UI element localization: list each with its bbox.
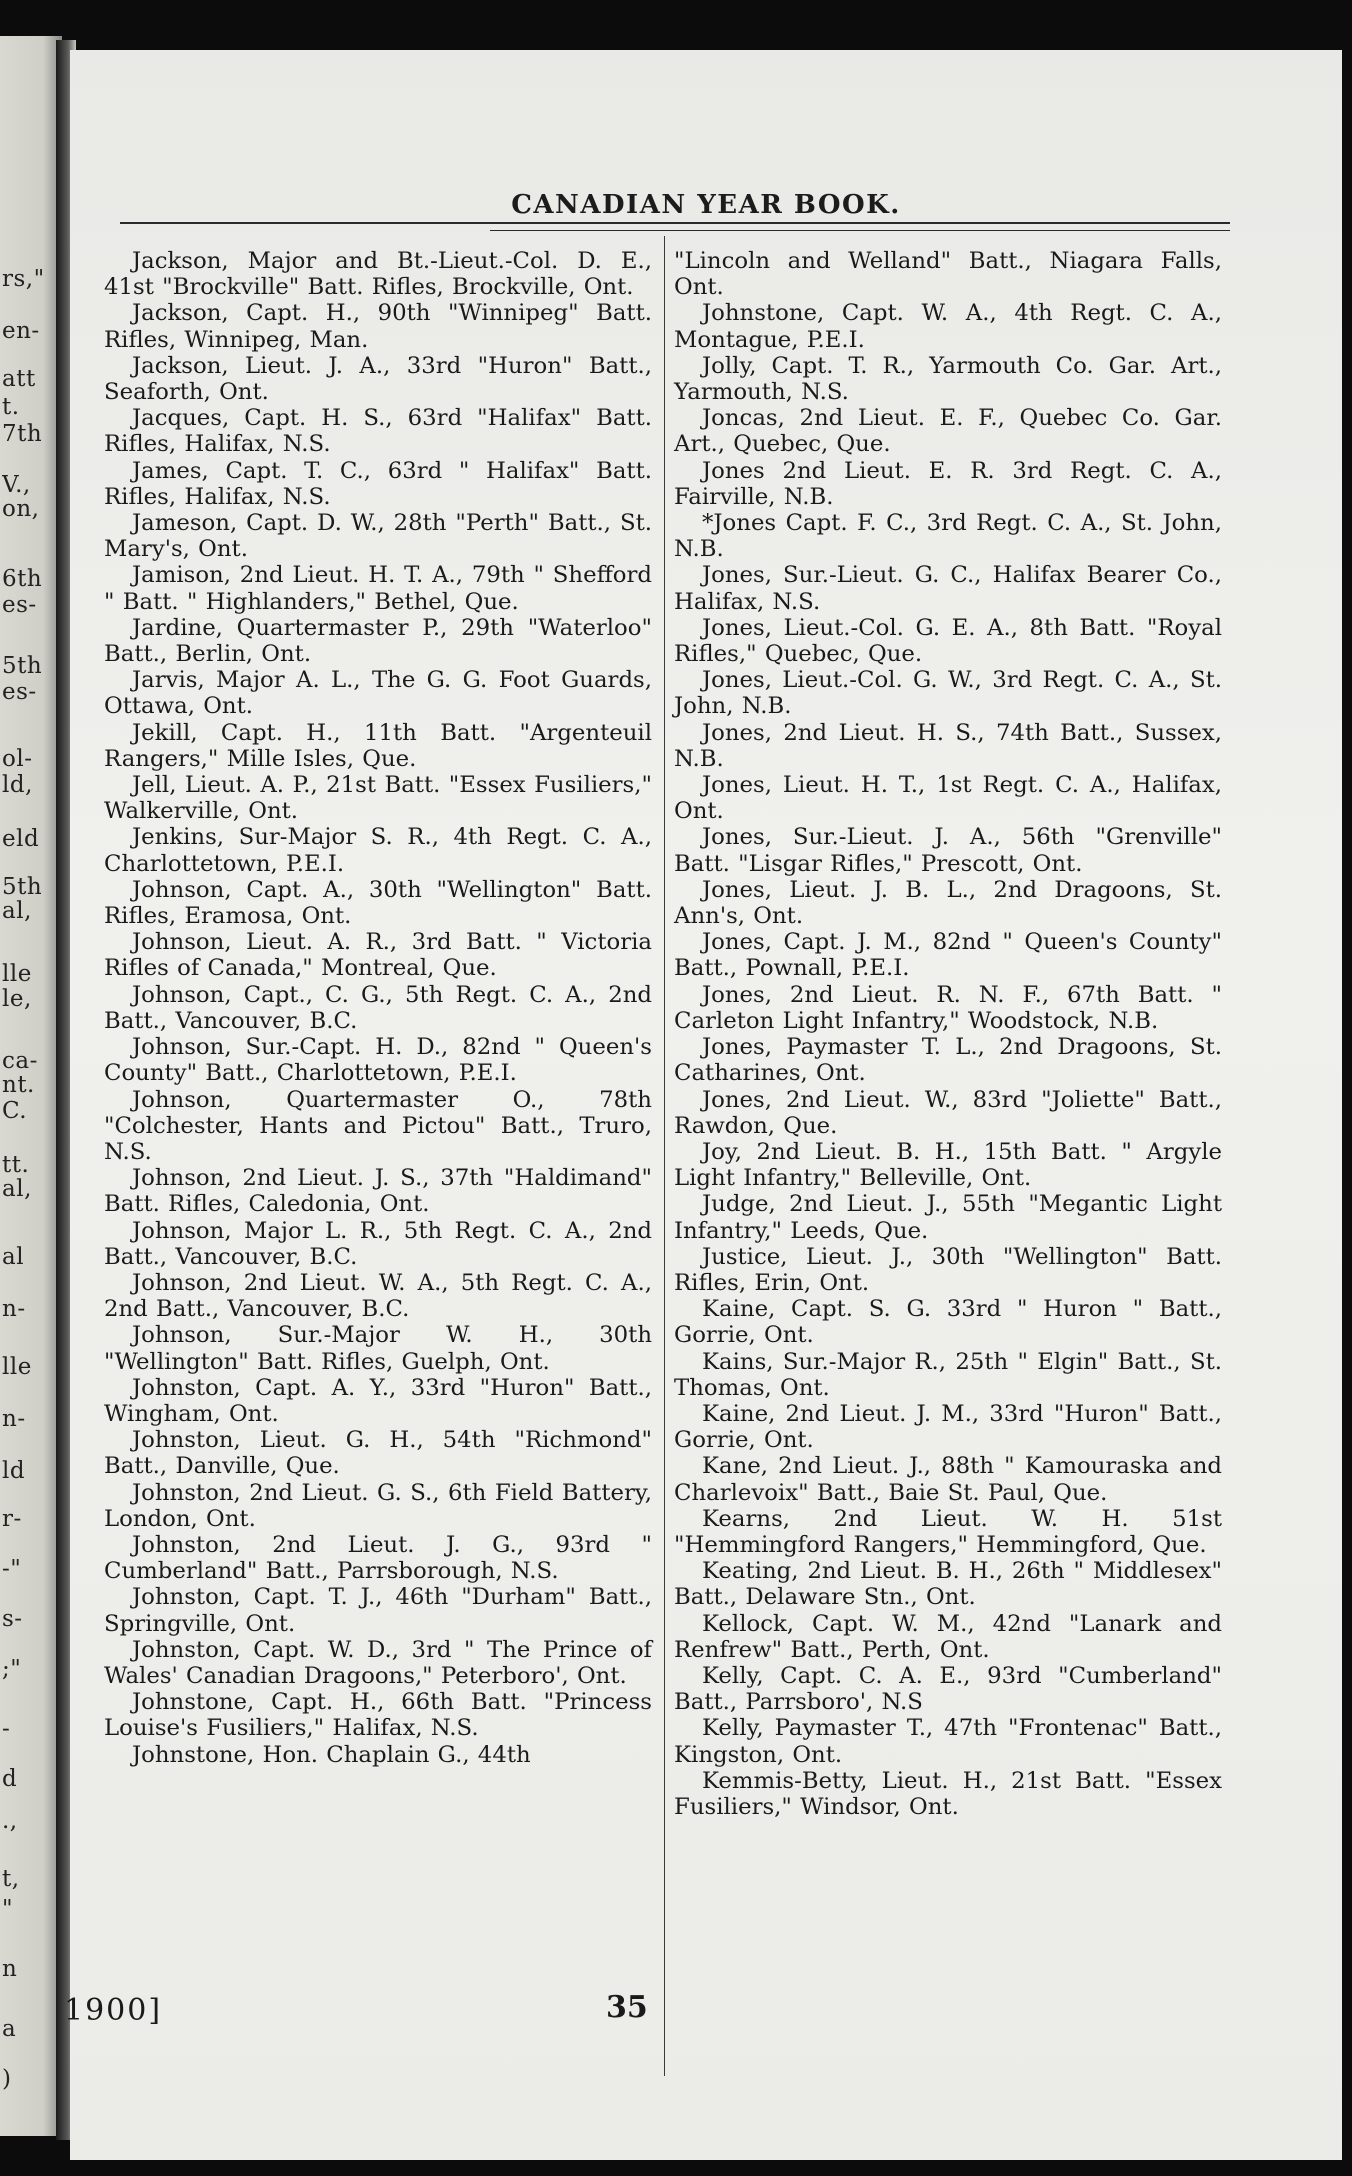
directory-entry: Kelly, Paymaster T., 47th "Frontenac" Batt., Kingston, Ont.	[674, 1715, 1222, 1768]
facing-page-fragment: )	[2, 2066, 12, 2092]
directory-entry: Justice, Lieut. J., 30th "Wellington" Batt. Rifles, Erin, Ont.	[674, 1243, 1222, 1296]
facing-page-fragment: 6th	[2, 566, 43, 592]
header-rule-thin	[490, 230, 1230, 231]
directory-entry: Johnson, 2nd Lieut. J. S., 37th "Haldimand" Batt. Rifles, Caledonia, Ont.	[104, 1165, 652, 1218]
directory-entry: Keating, 2nd Lieut. B. H., 26th " Middlesex" Batt., Delaware Stn., Ont.	[674, 1558, 1222, 1611]
facing-page-fragment: tt.	[2, 1152, 30, 1178]
directory-entry: Kane, 2nd Lieut. J., 88th " Kamouraska and Charlevoix" Batt., Baie St. Paul, Que.	[674, 1453, 1222, 1506]
facing-page-fragment: att	[2, 366, 36, 392]
directory-entry: Johnston, Capt. A. Y., 33rd "Huron" Batt., Wingham, Ont.	[104, 1374, 652, 1427]
directory-entry: Jamison, 2nd Lieut. H. T. A., 79th " Shefford " Batt. " Highlanders," Bethel, Que.	[104, 562, 652, 615]
directory-entry: Johnson, Sur.-Major W. H., 30th "Wellington" Batt. Rifles, Guelph, Ont.	[104, 1322, 652, 1375]
facing-page-fragment: t.	[2, 394, 20, 420]
book-page	[64, 50, 1342, 2160]
header-rule	[120, 222, 1230, 224]
facing-page-fragment: t,	[2, 1866, 20, 1892]
facing-page-fragment: ld	[2, 1458, 26, 1484]
facing-page-fragment: le,	[2, 986, 32, 1012]
directory-entry: Kelly, Capt. C. A. E., 93rd "Cumberland" Batt., Parrsboro', N.S	[674, 1662, 1222, 1716]
directory-entry: Jolly, Capt. T. R., Yarmouth Co. Gar. Art., Yarmouth, N.S.	[674, 352, 1222, 406]
facing-page-fragment: eld	[2, 826, 40, 852]
directory-entry: Johnston, Lieut. G. H., 54th "Richmond" Batt., Danville, Que.	[104, 1427, 652, 1480]
facing-page-fragment: -	[2, 1716, 11, 1742]
directory-entry: Jones 2nd Lieut. E. R. 3rd Regt. C. A., Fairville, N.B.	[674, 457, 1222, 510]
directory-entry: Kearns, 2nd Lieut. W. H. 51st "Hemmingford Rangers," Hemmingford, Que.	[674, 1505, 1222, 1558]
directory-entry: Jackson, Lieut. J. A., 33rd "Huron" Batt., Seaforth, Ont.	[104, 352, 652, 406]
facing-page-fragment: lle	[2, 1354, 32, 1380]
directory-entry: Kains, Sur.-Major R., 25th " Elgin" Batt., St. Thomas, Ont.	[674, 1348, 1222, 1401]
directory-entry: Jones, Sur.-Lieut. G. C., Halifax Bearer Co., Halifax, N.S.	[674, 562, 1222, 615]
directory-entry: Jones, Lieut. J. B. L., 2nd Dragoons, St. Ann's, Ont.	[674, 876, 1222, 930]
directory-entry: Johnston, 2nd Lieut. G. S., 6th Field Battery, London, Ont.	[104, 1479, 652, 1532]
directory-entry: Jackson, Capt. H., 90th "Winnipeg" Batt. Rifles, Winnipeg, Man.	[104, 300, 652, 353]
right-column	[674, 248, 1222, 1820]
facing-page-fragment: es-	[2, 592, 37, 618]
directory-entry: Jones, 2nd Lieut. R. N. F., 67th Batt. " Carleton Light Infantry," Woodstock, N.B.	[674, 981, 1222, 1034]
directory-entry: Johnstone, Capt. W. A., 4th Regt. C. A., Montague, P.E.I.	[674, 300, 1222, 353]
facing-page-fragment: s-	[2, 1606, 23, 1632]
facing-page-fragment: V.,	[2, 472, 31, 498]
facing-page-fragment: al,	[2, 1176, 32, 1202]
directory-entry: Johnstone, Hon. Chaplain G., 44th	[132, 1741, 531, 1768]
facing-page-fragment: rs,"	[2, 266, 45, 292]
directory-entry: Johnson, Lieut. A. R., 3rd Batt. " Victoria Rifles of Canada," Montreal, Que.	[104, 929, 652, 982]
directory-entry: Judge, 2nd Lieut. J., 55th "Megantic Light Infantry," Leeds, Que.	[674, 1191, 1222, 1244]
directory-entry: Kaine, 2nd Lieut. J. M., 33rd "Huron" Batt., Gorrie, Ont.	[674, 1400, 1222, 1454]
facing-page-fragment: a	[2, 2016, 17, 2042]
directory-entry: Johnson, 2nd Lieut. W. A., 5th Regt. C. A., 2nd Batt., Vancouver, B.C.	[104, 1269, 652, 1323]
left-column	[104, 248, 652, 1768]
facing-page-fragment: 5th	[2, 653, 43, 679]
directory-entry: Jones, Sur.-Lieut. J. A., 56th "Grenville" Batt. "Lisgar Rifles," Prescott, Ont.	[674, 824, 1222, 877]
directory-entry: Johnston, Capt. T. J., 46th "Durham" Batt., Springville, Ont.	[104, 1584, 652, 1637]
facing-page-fragment: "	[2, 1896, 14, 1922]
column-divider	[664, 236, 665, 2076]
facing-page-fragment: en-	[2, 318, 40, 344]
footer-year: 1900]	[64, 1993, 163, 2028]
directory-entry: Jarvis, Major A. L., The G. G. Foot Guards, Ottawa, Ont.	[104, 667, 652, 720]
facing-page-fragment: al,	[2, 898, 32, 924]
facing-page-fragment: n	[2, 1956, 18, 1982]
directory-entry: Jones, Lieut.-Col. G. E. A., 8th Batt. "Royal Rifles," Quebec, Que.	[674, 614, 1222, 668]
directory-entry: Jones, 2nd Lieut. H. S., 74th Batt., Sussex, N.B.	[674, 719, 1222, 772]
directory-entry: Jones, Lieut. H. T., 1st Regt. C. A., Halifax, Ont.	[674, 772, 1222, 825]
facing-page-fragment: ld,	[2, 772, 33, 798]
facing-page-fragment: ca-	[2, 1048, 38, 1074]
running-head: CANADIAN YEAR BOOK.	[511, 190, 901, 220]
directory-entry: Jell, Lieut. A. P., 21st Batt. "Essex Fusiliers," Walkerville, Ont.	[104, 772, 652, 825]
directory-entry: Johnson, Capt. A., 30th "Wellington" Batt. Rifles, Eramosa, Ont.	[104, 876, 652, 930]
directory-entry: Johnson, Sur.-Capt. H. D., 82nd " Queen's County" Batt., Charlottetown, P.E.I.	[104, 1034, 652, 1087]
facing-page-fragment: es-	[2, 679, 37, 705]
directory-entry: Johnson, Capt., C. G., 5th Regt. C. A., 2nd Batt., Vancouver, B.C.	[104, 981, 652, 1034]
page-number: 35	[606, 1990, 648, 2025]
directory-entry: Jones, Paymaster T. L., 2nd Dragoons, St. Catharines, Ont.	[674, 1034, 1222, 1087]
facing-page-fragment: lle	[2, 961, 32, 987]
facing-page-fragment: -"	[2, 1556, 22, 1582]
facing-page-fragment: n-	[2, 1296, 26, 1322]
directory-entry: Johnston, 2nd Lieut. J. G., 93rd " Cumberland" Batt., Parrsborough, N.S.	[104, 1531, 652, 1585]
directory-entry: "Lincoln and Welland" Batt., Niagara Falls, Ont.	[674, 248, 1222, 301]
directory-entry: Kellock, Capt. W. M., 42nd "Lanark and Renfrew" Batt., Perth, Ont.	[674, 1610, 1222, 1663]
facing-page-fragment: ol-	[2, 746, 33, 772]
directory-entry: Jones, 2nd Lieut. W., 83rd "Joliette" Batt., Rawdon, Que.	[674, 1086, 1222, 1139]
facing-page-edge	[0, 36, 62, 2136]
directory-entry: Jardine, Quartermaster P., 29th "Waterloo" Batt., Berlin, Ont.	[104, 614, 652, 668]
directory-entry: Joncas, 2nd Lieut. E. F., Quebec Co. Gar. Art., Quebec, Que.	[674, 405, 1222, 458]
facing-page-fragment: n-	[2, 1406, 26, 1432]
facing-page-fragment: al	[2, 1244, 25, 1270]
directory-entry: James, Capt. T. C., 63rd " Halifax" Batt. Rifles, Halifax, N.S.	[104, 457, 652, 510]
directory-entry: Jackson, Major and Bt.-Lieut.-Col. D. E., 41st "Brockville" Batt. Rifles, Brockville, Ont.	[104, 248, 652, 301]
directory-entry: Johnstone, Capt. H., 66th Batt. "Princess Louise's Fusiliers," Halifax, N.S.	[104, 1689, 652, 1742]
facing-page-fragment: nt.	[2, 1072, 35, 1098]
facing-page-fragment: C.	[2, 1098, 28, 1124]
facing-page-fragment: d	[2, 1766, 18, 1792]
directory-entry: Jones, Lieut.-Col. G. W., 3rd Regt. C. A., St. John, N.B.	[674, 667, 1222, 720]
directory-entry: Kaine, Capt. S. G. 33rd " Huron " Batt., Gorrie, Ont.	[674, 1296, 1222, 1349]
directory-entry: Jenkins, Sur-Major S. R., 4th Regt. C. A., Charlottetown, P.E.I.	[104, 824, 652, 877]
facing-page-fragment: .,	[2, 1808, 18, 1834]
directory-entry: Johnston, Capt. W. D., 3rd " The Prince of Wales' Canadian Dragoons," Peterboro', Ont.	[104, 1636, 652, 1689]
directory-entry: Jekill, Capt. H., 11th Batt. "Argenteuil Rangers," Mille Isles, Que.	[104, 719, 652, 772]
directory-entry: Johnson, Major L. R., 5th Regt. C. A., 2nd Batt., Vancouver, B.C.	[104, 1217, 652, 1270]
directory-entry: Kemmis-Betty, Lieut. H., 21st Batt. "Essex Fusiliers," Windsor, Ont.	[674, 1767, 1222, 1820]
directory-entry: *Jones Capt. F. C., 3rd Regt. C. A., St. John, N.B.	[674, 510, 1222, 563]
directory-entry: Jacques, Capt. H. S., 63rd "Halifax" Batt. Rifles, Halifax, N.S.	[104, 405, 652, 458]
directory-entry: Jameson, Capt. D. W., 28th "Perth" Batt., St. Mary's, Ont.	[104, 510, 652, 563]
facing-page-fragment: on,	[2, 496, 40, 522]
facing-page-fragment: r-	[2, 1506, 22, 1532]
directory-entry: Joy, 2nd Lieut. B. H., 15th Batt. " Argyle Light Infantry," Belleville, Ont.	[674, 1138, 1222, 1192]
facing-page-fragment: 7th	[2, 421, 43, 447]
directory-entry: Jones, Capt. J. M., 82nd " Queen's County" Batt., Pownall, P.E.I.	[674, 929, 1222, 982]
facing-page-fragment: 5th	[2, 874, 43, 900]
facing-page-fragment: ;"	[2, 1656, 22, 1682]
directory-entry: Johnson, Quartermaster O., 78th "Colchester, Hants and Pictou" Batt., Truro, N.S.	[104, 1086, 652, 1165]
